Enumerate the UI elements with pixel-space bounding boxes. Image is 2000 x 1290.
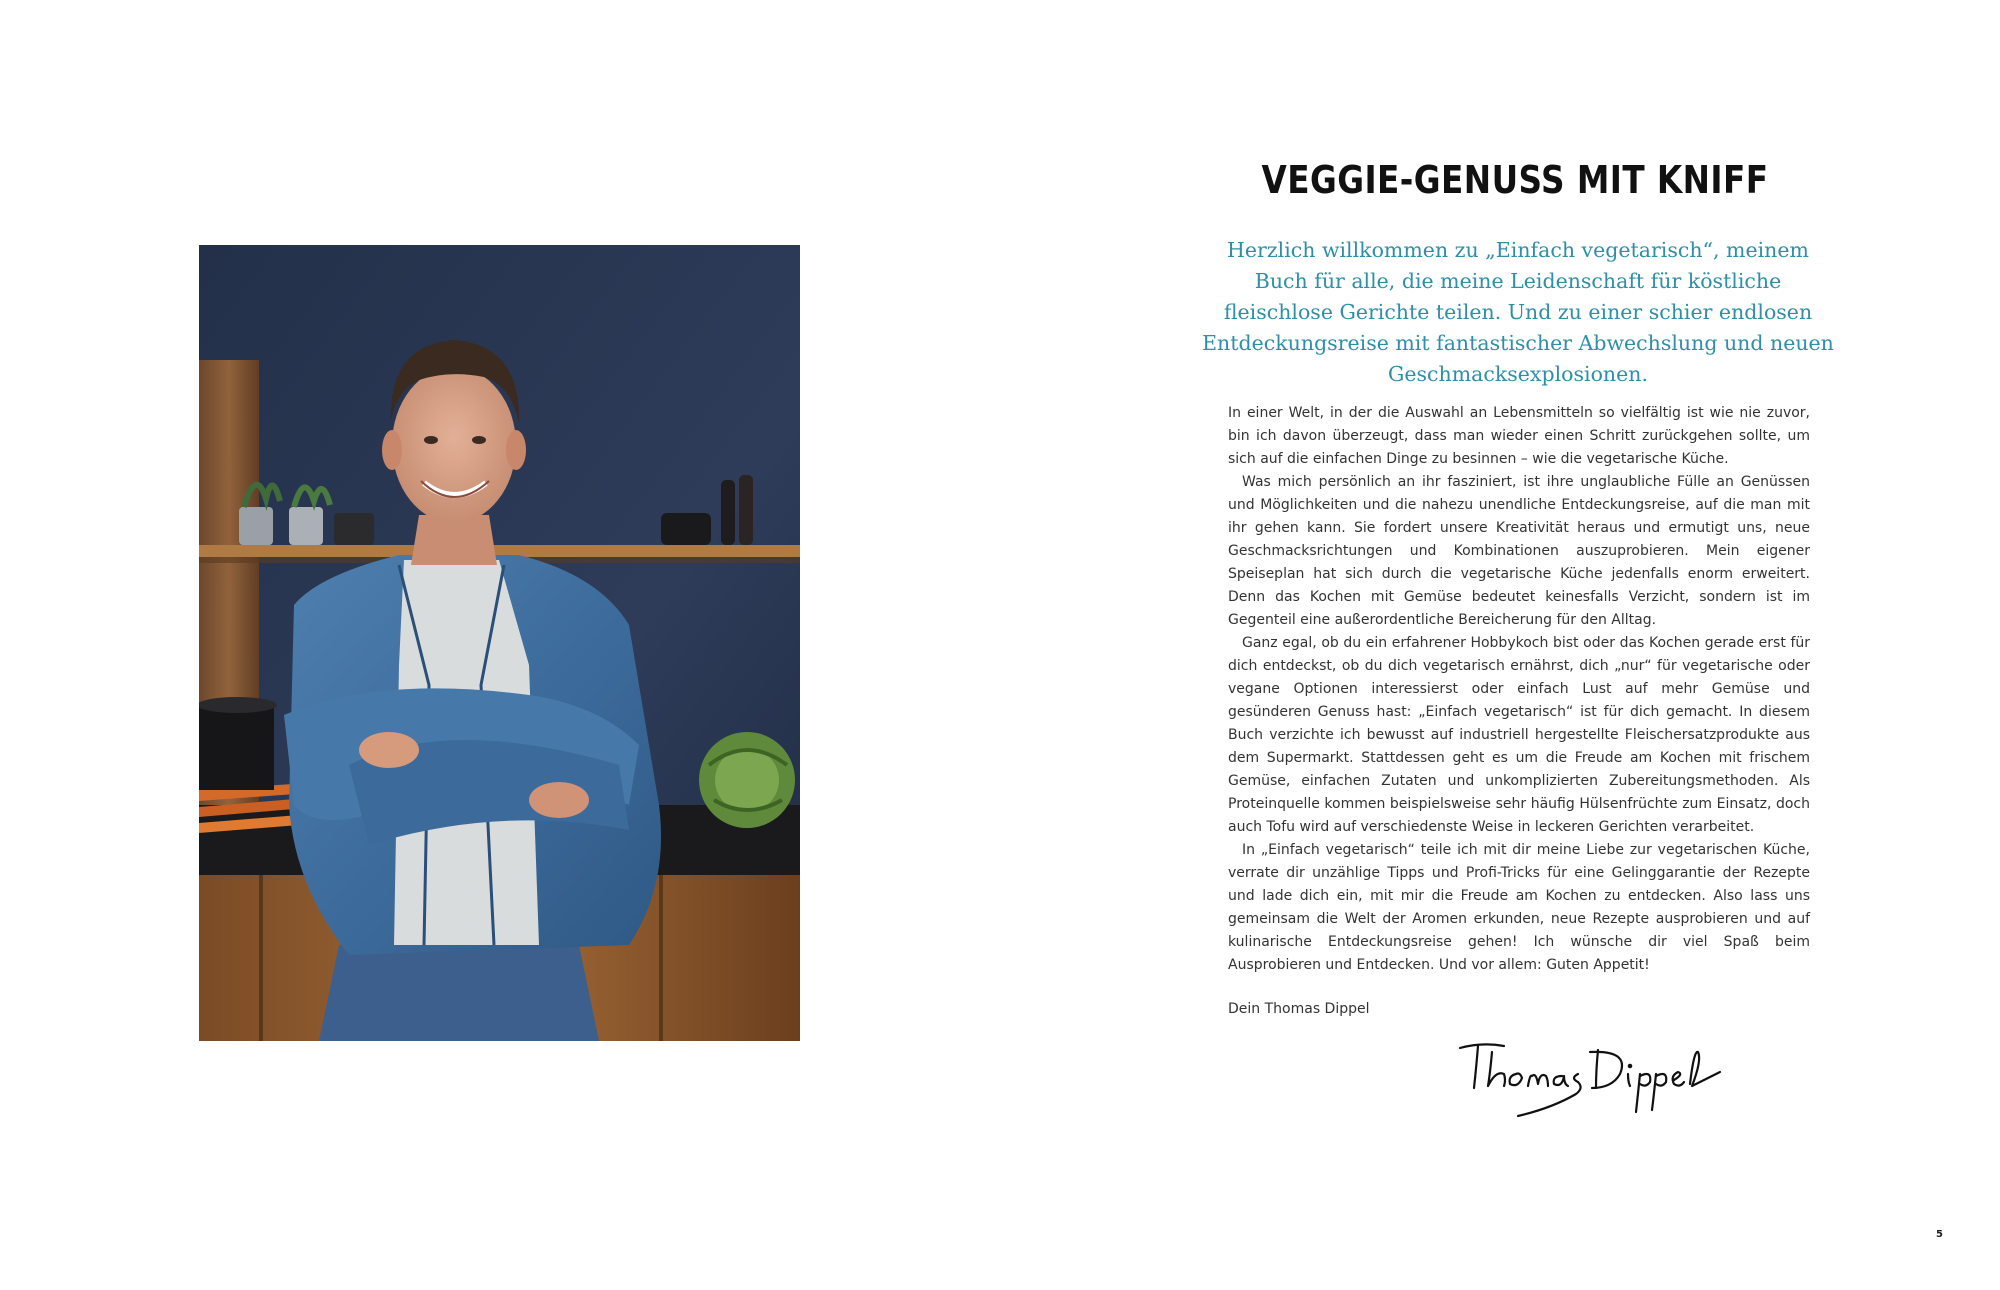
- pot: [289, 507, 323, 545]
- pot: [239, 507, 273, 545]
- hand: [359, 732, 419, 768]
- body-text: [1228, 402, 1810, 977]
- paragraph: Ganz egal, ob du ein erfahrener Hobbykoch bist oder das Kochen gerade erst für dich entdeckst, ob du dich vegetarisch ernährst, dich „nur“ für vegetarische oder vegane Optionen interessierst oder einfach Lust auf mehr Gemüse und gesünderen Genuss hast: „Einfach vegetarisch“ ist für dich gemacht. In diesem Buch verzichte ich bewusst auf industriell hergestellte Fleischersatzprodukte aus dem Supermarkt. Stattdessen geht es um die Freude am Kochen mit frischem Gemüse, einfachen Zutaten und unkomplizierten Zubereitungsmethoden. Als Proteinquelle kommen beispielsweise sehr häufig Hülsenfrüchte zum Einsatz, doch auch Tofu wird auf verschiedenste Weise in leckeren Gerichten verarbeitet.: [1228, 635, 1810, 835]
- jeans: [319, 945, 599, 1041]
- author-photo: [199, 245, 800, 1041]
- face: [392, 367, 516, 523]
- paragraph: Was mich persönlich an ihr fasziniert, ist ihre unglaubliche Fülle an Genüssen und Möglichkeiten und die nahezu unendliche Entdeckungsreise, auf die man mit ihr gehen kann. Sie fordert unsere Kreativität heraus und ermutigt uns, neue Geschmacksrichtungen und Kombinationen auszuprobieren. Mein eigener Speiseplan hat sich durch die vegetarische Küche jedenfalls enorm erweitert. Denn das Kochen mit Gemüse bedeutet keinesfalls Verzicht, sondern ist im Gegenteil eine außerordentliche Bereicherung für den Alltag.: [1228, 474, 1810, 628]
- paragraph: In einer Welt, in der die Auswahl an Lebensmitteln so vielfältig ist wie nie zuvor, bin ich davon überzeugt, dass man wieder einen Schritt zurückgehen sollte, um sich auf die einfachen Dinge zu besinnen – wie die vegetarische Küche.: [1228, 405, 1810, 467]
- intro-lead: Herzlich willkommen zu „Einfach vegetarisch“, meinem Buch für alle, die meine Leidenschaft für köstliche fleischlose Gerichte teilen. Und zu einer schier endlosen Entdeckungsreise mit fantastischer Abwechslung und neuen Geschmacksexplosionen.: [1202, 238, 1834, 386]
- page-title: VEGGIE-GENUSS MIT KNIFF: [1261, 158, 1769, 202]
- handwritten-signature: [1452, 1030, 1722, 1120]
- bottle: [739, 475, 753, 545]
- pot: [661, 513, 711, 545]
- greeting: Dein Thomas Dippel: [1228, 1001, 1370, 1017]
- page-number: 5: [1936, 1229, 1943, 1240]
- hand: [529, 782, 589, 818]
- paragraph: In „Einfach vegetarisch“ teile ich mit dir meine Liebe zur vegetarischen Küche, verrate dir unzählige Tipps und Profi-Tricks für eine Gelinggarantie der Rezepte und lade dich ein, mit mir die Freude am Kochen zu entdecken. Also lass uns gemeinsam die Welt der Aromen erkunden, neue Rezepte ausprobieren und auf kulinarische Entdeckungsreise gehen! Ich wünsche dir viel Spaß beim Ausprobieren und Entdecken. Und vor allem: Guten Appetit!: [1228, 842, 1810, 973]
- cabbage: [699, 732, 795, 828]
- author-photo-illustration: [199, 245, 800, 1041]
- bottle: [721, 480, 735, 545]
- signature-drawing: [1452, 1030, 1722, 1120]
